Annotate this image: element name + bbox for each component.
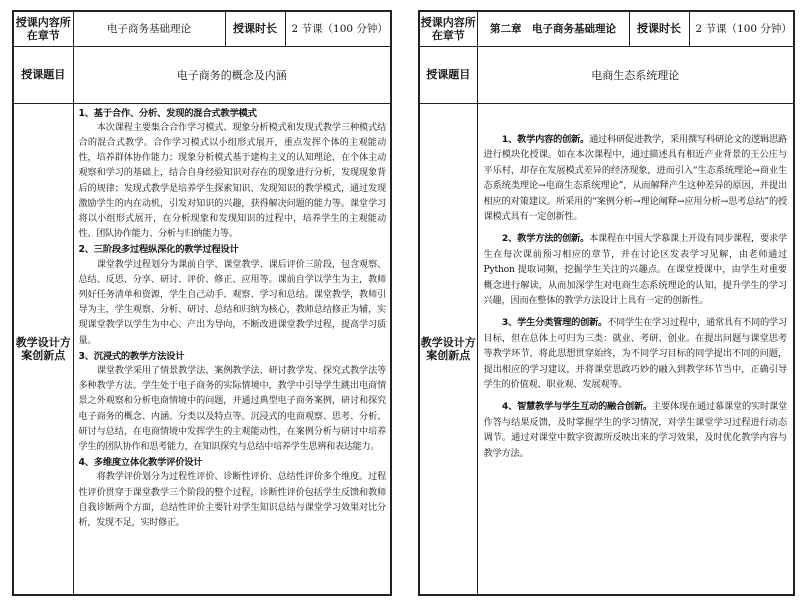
chapter-value: 电子商务基础理论 bbox=[73, 11, 225, 46]
innovation-text: 本课程在中国大学慕课上开设有同步课程，要求学生在每次课前预习相应的章节，并在讨论区发表学习见解，由老师通过 Python 提取词频，挖掘学生关注的兴趣点。在课堂授课中，由学生对重要概念进行解读，从而加深学生对电商生态系统理论的认知，提升学生的学习兴趣，因而在整体的教学方法设计上具有一定的创新性。 bbox=[483, 233, 787, 307]
left-form bbox=[12, 10, 390, 596]
design-label: 教学设计方案创新点 bbox=[419, 103, 477, 595]
topic-label: 授课题目 bbox=[419, 46, 477, 103]
duration-label: 授课时长 bbox=[629, 11, 689, 46]
innovation-item bbox=[484, 231, 788, 309]
section-title: 3、沉浸式的教学方法设计 bbox=[78, 350, 185, 362]
section-text: 课堂教学过程划分为课前自学、课堂教学、课后评价三阶段，包含观察、总结、反思、分享、研讨、评价、修正、应用等。课前自学以学生为主，教师列好任务清单和资源，学生自己动手、观察、学习和总结。课堂教学，教师引导为主，学生观察、分析、研讨、总结和归纳为核心，教师总结修正为辅，实现课堂教学以学生为中心、产出为导向，不断改进课堂教学过程，提高学习质量。 bbox=[78, 259, 386, 346]
innovation-lead: 2、教学方法的创新。 bbox=[501, 233, 590, 245]
design-content bbox=[73, 103, 391, 595]
section-text: 将教学评价划分为过程性评价、诊断性评价、总结性评价多个维度。过程性评价贯穿于课堂教学三个阶段的整个过程，诊断性评价包括学生反馈和教师自我诊断两个方面，总结性评价主要针对学生知识总结与课堂学习效果对比分析，发现不足，实时修正。 bbox=[78, 472, 386, 528]
chapter-value: 第二章 电子商务基础理论 bbox=[477, 11, 629, 46]
duration-value: 2 节课（100 分钟） bbox=[285, 11, 391, 46]
topic-label: 授课题目 bbox=[13, 46, 73, 103]
innovation-text: 主要体现在通过慕课堂的实时课堂作答与结果反馈，及时掌握学生的学习情况，对学生课堂学习过程进行动态调节。通过对课堂中数字资源所反映出来的学习效果，及时优化教学内容与教学方法。 bbox=[483, 401, 787, 459]
duration-value: 2 节课（100 分钟） bbox=[689, 11, 794, 46]
innovation-item bbox=[484, 132, 788, 226]
innovation-item bbox=[484, 399, 788, 461]
right-form bbox=[418, 10, 793, 596]
innovation-text: 不同学生在学习过程中，通常具有不同的学习目标，但在总体上可归为三类：就业、考研、创业。在提出问题与课堂思考等教学环节，将此思想贯穿始终，为不同学习目标的同学提出不同的问题，提出相应的学习建议，并将课堂思政巧妙的融入到教学环节当中，正确引导学生的价值观、职业观、发展观等。 bbox=[483, 317, 787, 391]
topic-value: 电商生态系统理论 bbox=[477, 46, 794, 103]
innovation-text: 通过科研促进教学，采用撰写科研论文的逻辑思路进行模块化授课。如在本次课程中，通过描述具有相近产业背景的王公庄与平乐村，却存在发展模式差异的经济现象，进而引入“生态系统理论→商业生态系统类理论→电商生态系统理论”，从而解释产生这种差异的原因，并提出相应的对策建议。所采用的“案例分析→理论阐释→应用分析→思考总结”的授课模式具有一定创新性。 bbox=[483, 133, 787, 223]
section-text: 课堂教学采用了情景教学法、案例教学法、研讨教学发、探究式教学法等多种教学方法。学生处于电子商务的实际情境中，教学中引导学生跳出电商情景之外观察和分析电商情境中的问题，并通过典型电子商务案例，研讨和探究电子商务的概念、内涵、分类以及特点等。沉浸式的电商观察、思考、分析、研讨与总结，在电商情境中发挥学生的主观能动性，在案例分析与研讨中培养学生的团队协作和思考能力，在知识探究与总结中培养学生思辨和表达能力。 bbox=[78, 365, 386, 452]
duration-label: 授课时长 bbox=[225, 11, 285, 46]
section-title: 1、基于合作、分析、发现的混合式教学模式 bbox=[78, 107, 257, 119]
section-title: 2、三阶段多过程纵深化的教学过程设计 bbox=[78, 244, 239, 256]
section-text: 本次课程主要集合合作学习模式、现象分析模式和发现式教学三种模式结合的混合式教学。合作学习模式以小组形式展开，重点发挥个体的主观能动性，培养群体协作能力；现象分析模式基于建构主义的认知理论，在个体主动观察和学习的基础上，结合自身经验知识对存在的现象进行分析，发现现象背后的规律；发现式教学是培养学生探索知识、发现知识的教学模式，通过发现激励学生的内在动机，引发对知识的兴趣，获得解决问题的能力等。课堂学习将以小组形式展开，在分析现象和发现知识的过程中，培养学生的主观能动性、团队协作能力、分析与归纳能力等。 bbox=[78, 122, 386, 240]
innovation-lead: 1、教学内容的创新。 bbox=[501, 133, 590, 145]
innovation-lead: 3、学生分类管理的创新。 bbox=[501, 317, 608, 329]
topic-value: 电子商务的概念及内涵 bbox=[73, 46, 391, 103]
design-content bbox=[477, 103, 794, 595]
chapter-label: 授课内容所在章节 bbox=[13, 11, 73, 46]
section-title: 4、多维度立体化教学评价设计 bbox=[78, 457, 203, 469]
innovation-lead: 4、智慧教学与学生互动的融合创新。 bbox=[501, 401, 653, 412]
chapter-label: 授课内容所在章节 bbox=[419, 11, 477, 46]
innovation-item bbox=[484, 315, 788, 393]
design-label: 教学设计方案创新点 bbox=[13, 103, 73, 595]
